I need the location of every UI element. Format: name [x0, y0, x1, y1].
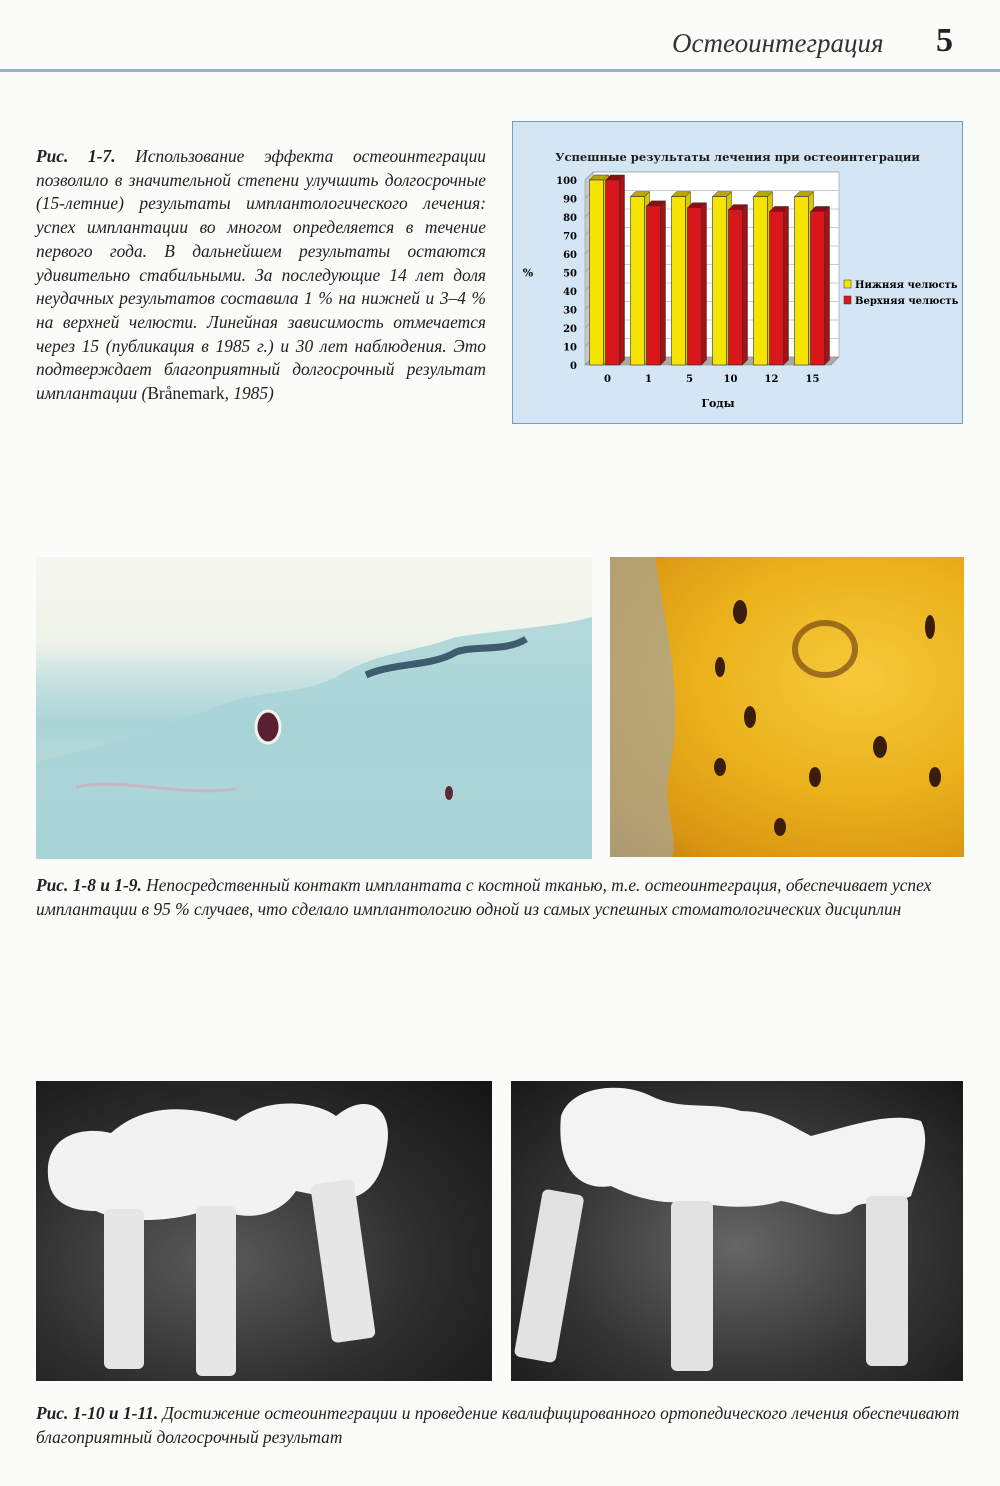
osteocyte-lacuna [256, 711, 280, 743]
osteocyte [733, 600, 747, 624]
bar-side [661, 201, 666, 365]
implant [866, 1196, 908, 1366]
legend-label: Верхняя челюсть [855, 296, 959, 307]
legend-swatch [844, 280, 851, 288]
xray-photo-left [36, 1081, 492, 1381]
y-tick-label: 0 [570, 361, 577, 372]
histology-photo-yellow [610, 557, 964, 857]
legend-swatch [844, 296, 851, 304]
figure-label: Рис. 1-10 и 1-11. [36, 1403, 159, 1423]
y-tick-label: 100 [556, 176, 577, 187]
x-tick-label: 1 [645, 374, 652, 385]
x-tick-label: 10 [723, 374, 738, 385]
crown-bridge [560, 1088, 925, 1215]
figure-1-7-caption [36, 145, 486, 406]
chart-canvas [513, 122, 964, 425]
y-tick-label: 60 [563, 250, 577, 261]
histology-photo-blue [36, 557, 592, 859]
bar-side [825, 206, 830, 365]
implant [671, 1201, 713, 1371]
citation-author: Brånemark [147, 383, 225, 404]
x-tick-label: 12 [764, 374, 779, 385]
caption-text: Достижение остеоинтеграции и проведение квалифицированного ортопедического лечения обеспечивают благоприятный долгосрочный результат [36, 1403, 960, 1447]
bar [631, 197, 645, 365]
osteocyte [809, 767, 821, 787]
header-divider [0, 69, 1000, 72]
small-cell [445, 786, 453, 800]
osteocyte [873, 736, 887, 758]
osteocyte [929, 767, 941, 787]
legend-label: Нижняя челюсть [855, 280, 958, 291]
figure-label: Рис. 1-8 и 1-9. [36, 875, 142, 895]
figure-1-8-9-caption [36, 874, 966, 921]
osteocyte [925, 615, 935, 639]
implant [196, 1206, 236, 1376]
bar-side [743, 205, 748, 365]
x-tick-label: 0 [604, 374, 611, 385]
bar [754, 197, 768, 365]
implant [514, 1189, 585, 1364]
bone-tissue-region [36, 617, 592, 859]
implant [310, 1179, 376, 1344]
x-tick-label: 5 [686, 374, 693, 385]
bar [688, 208, 702, 365]
bar-side [702, 203, 707, 365]
bar [606, 180, 620, 365]
y-tick-label: 90 [563, 194, 577, 206]
success-rate-chart [512, 121, 963, 424]
bar [647, 206, 661, 365]
y-tick-label: 50 [563, 268, 577, 280]
page-number: 5 [936, 22, 953, 59]
osteocyte [715, 657, 725, 677]
xray-photo-right [511, 1081, 963, 1381]
citation-year: , 1985) [224, 383, 274, 404]
bar [770, 211, 784, 365]
bar [811, 211, 825, 365]
chart-title: Успешные результаты лечения при остеоинтеграции [555, 150, 920, 164]
bar [713, 197, 727, 365]
running-title: Остеоинтеграция [672, 28, 884, 58]
caption-text: Использование эффекта остеоинтеграции позволило в значительной степени улучшить долгосрочные (15-летние) результаты имплантологического лечения: успех имплантации во многом определяется в течение первого года. В дальнейшем результаты остаются удивительно стабильными. За последующие 14 лет доля неудачных результатов составила 1 % на нижней и 3–4 % на верхней челюсти. Линейная зависимость отмечается через 15 (публикация в 1985 г.) и 30 лет наблюдения. Это подтверждает благоприятный долгосрочный результат имплантации ( [36, 146, 486, 404]
bar [590, 180, 604, 365]
x-tick-label: 15 [805, 374, 820, 385]
y-axis-label: % [522, 266, 534, 280]
y-tick-label: 70 [563, 231, 577, 243]
osteon-ring [795, 623, 855, 675]
x-axis-label: Годы [701, 397, 735, 410]
bar-side [620, 175, 625, 365]
y-tick-label: 30 [563, 305, 577, 317]
figure-1-10-11-caption [36, 1402, 971, 1449]
osteocyte [774, 818, 786, 836]
caption-text: Непосредственный контакт имплантата с костной тканью, т.е. остеоинтеграция, обеспечивает успех имплантации в 95 % случаев, что сделало имплантологию одной из самых успешных стоматологических дисциплин [36, 875, 932, 919]
y-tick-label: 40 [563, 287, 577, 298]
bar-side [784, 206, 789, 365]
bar [729, 210, 743, 365]
y-tick-label: 10 [563, 342, 577, 354]
osteocyte [714, 758, 726, 776]
osteocyte [744, 706, 756, 728]
bar [795, 197, 809, 365]
y-tick-label: 20 [563, 324, 577, 335]
implant [104, 1209, 144, 1369]
implant-interface-region [610, 557, 675, 857]
figure-label: Рис. 1-7. [36, 146, 116, 166]
y-tick-label: 80 [563, 213, 577, 224]
bar [672, 197, 686, 365]
